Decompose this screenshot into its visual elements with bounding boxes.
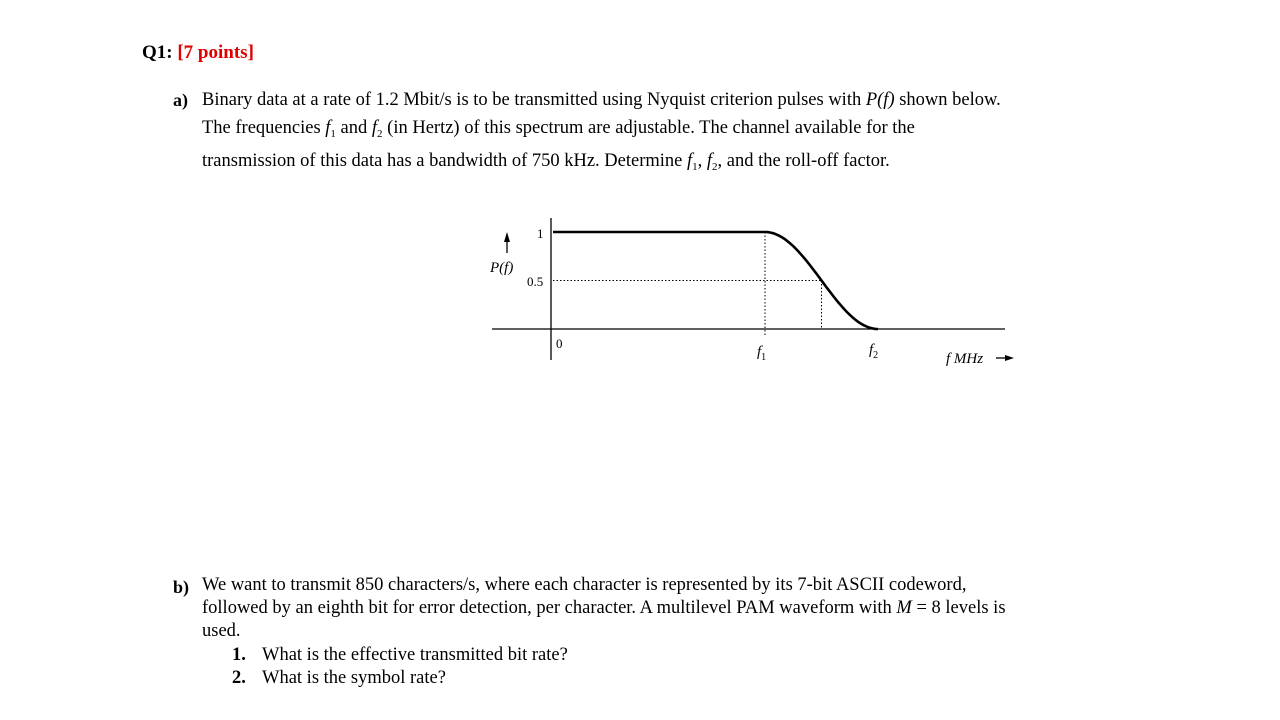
part-a-label: a): [173, 90, 188, 110]
tick-label-1: 1: [537, 226, 544, 241]
f2-label: $f_2$: [869, 342, 879, 361]
y-axis-label: P(f): [490, 260, 514, 276]
question-points: [7 points]: [177, 42, 254, 63]
x-arrowhead-icon: [1005, 355, 1014, 361]
part-b-text: We want to transmit 850 characters/s, where each character is represented by its 7-bit ASCII codeword, followed by an eighth bit for error detection, per character. A multilevel PAM waveform with M = 8 levels is used.: [202, 575, 1006, 641]
tick-label-05: 0.5: [527, 274, 544, 289]
pf-symbol: P(f): [865, 90, 895, 110]
spectrum-figure: [470, 210, 1030, 375]
f1-label: $f_1$: [757, 344, 767, 363]
part-b-label: b): [173, 577, 190, 597]
origin-label: 0: [556, 336, 563, 351]
question-label: Q1:: [142, 42, 173, 63]
list-item: 1. What is the effective transmitted bit rate?: [232, 645, 568, 665]
question-title: [142, 42, 254, 64]
x-axis-label: f MHz: [946, 351, 984, 367]
list-item: 2. What is the symbol rate?: [232, 668, 446, 688]
part-a-text: Binary data at a rate of 1.2 Mbit/s is to be transmitted using Nyquist criterion pulses with P(f) shown below. The frequencies $f_1$ and $f_2$ (in Hertz) of this spectrum are adjustable. The channel available for the transmission of this data has a bandwidth of 750 kHz. Determine $f_1$, $f_2$, and the roll-off factor.: [202, 90, 1001, 173]
y-arrowhead-icon: [504, 232, 510, 242]
